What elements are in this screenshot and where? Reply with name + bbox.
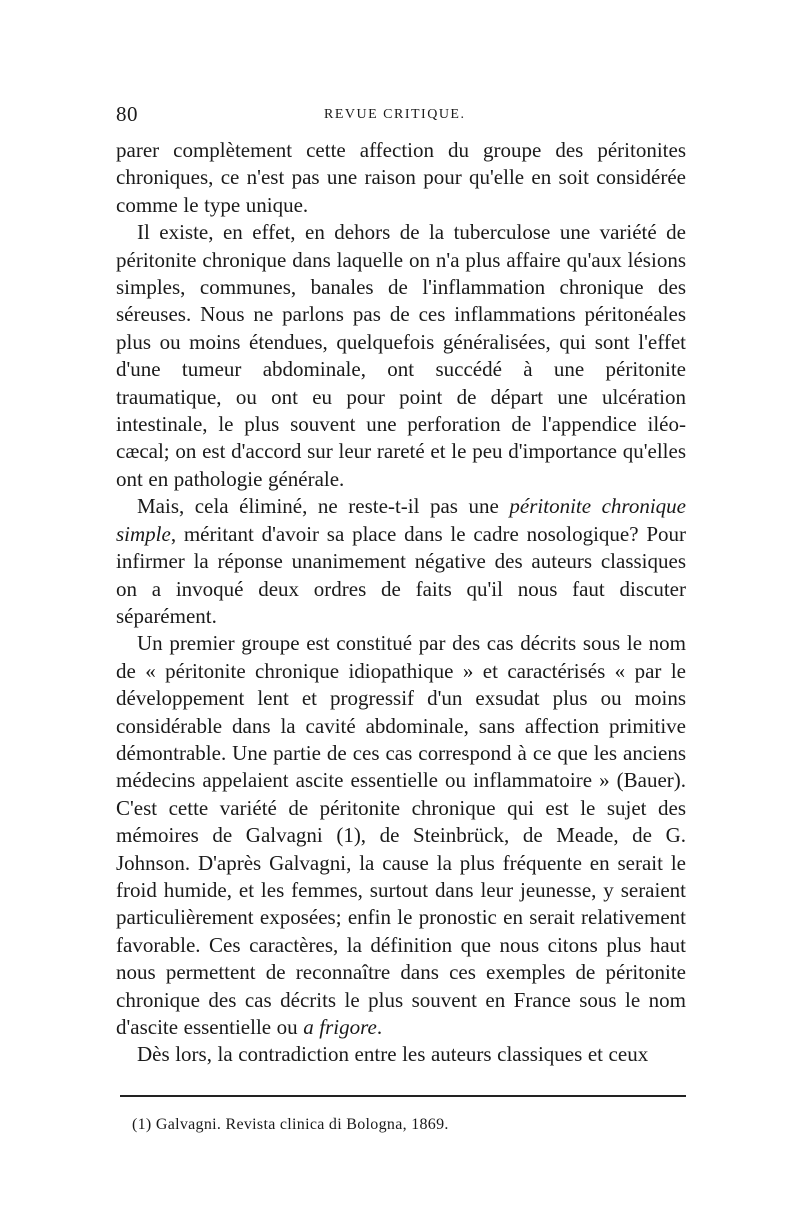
- paragraph-text: Dès lors, la contradiction entre les auteurs classiques et ceux: [137, 1042, 649, 1067]
- page-number: 80: [116, 102, 138, 126]
- italic-text: péritonite chronique simple: [116, 494, 686, 546]
- paragraph-text: Un premier groupe est constitué par des cas décrits sous le nom de « péritonite chronique idiopathique » et caractérisés « par le développement lent et progressif d'un exsudat plus ou moins considérable dans la cavité abdominale, sans affection primitive démontrable. Une partie de ces cas correspond à ce que les anciens médecins appelaient ascite essentielle ou inflammatoire » (Bauer). C'est cette variété de péritonite chronique qui est le sujet des mémoires de Galvagni (1), de Steinbrück, de Meade, de G. Johnson. D'après Galvagni, la cause la plus fréquente en serait le froid humide, et les femmes, surtout dans leur jeunesse, y seraient particulièrement exposées; enfin le pronostic en serait relativement favorable. Ces caractères, la définition que nous citons plus haut nous permettent de reconnaître dans ces exemples de péritonite chronique des cas décrits le plus souvent en France sous le nom d'ascite essentielle ou: [116, 631, 686, 1039]
- running-title: REVUE CRITIQUE.: [324, 107, 466, 122]
- footnote: (1) Galvagni. Revista clinica di Bologna, 1869.: [132, 1116, 449, 1133]
- running-head: [116, 102, 686, 130]
- body-text: [116, 137, 686, 1069]
- paragraph-text: Mais, cela éliminé, ne reste-t-il pas une: [137, 494, 510, 519]
- paragraph: [116, 493, 686, 630]
- book-page: [116, 0, 686, 1215]
- paragraph-text: parer complètement cette affection du groupe des péritonites chroniques, ce n'est pas une raison pour qu'elle en soit considérée comme le type unique.: [116, 138, 686, 217]
- paragraph-text: , méritant d'avoir sa place dans le cadre nosologique? Pour infirmer la réponse unanimement négative des auteurs classiques on a invoqué deux ordres de faits qu'il nous faut discuter séparément.: [116, 521, 686, 628]
- paragraph-text: .: [376, 1015, 383, 1039]
- paragraph: [116, 1041, 686, 1068]
- paragraph: [116, 630, 686, 1041]
- italic-text: a frigore: [303, 1015, 377, 1039]
- paragraph-text: Il existe, en effet, en dehors de la tuberculose une variété de péritonite chronique dans laquelle on n'a plus affaire qu'aux lésions simples, communes, banales de l'inflammation chronique des séreuses. Nous ne parlons pas de ces inflammations péritonéales plus ou moins étendues, quelquefois généralisées, qui sont l'effet d'une tumeur abdominale, ont succédé à une péritonite traumatique, ou ont eu pour point de départ une ulcération intestinale, le plus souvent une perforation de l'appendice iléo-cæcal; on est d'accord sur leur rareté et le peu d'importance qu'elles ont en pathologie générale.: [116, 220, 686, 491]
- footnote-rule: [120, 1095, 686, 1097]
- paragraph: [116, 219, 686, 493]
- paragraph: [116, 137, 686, 219]
